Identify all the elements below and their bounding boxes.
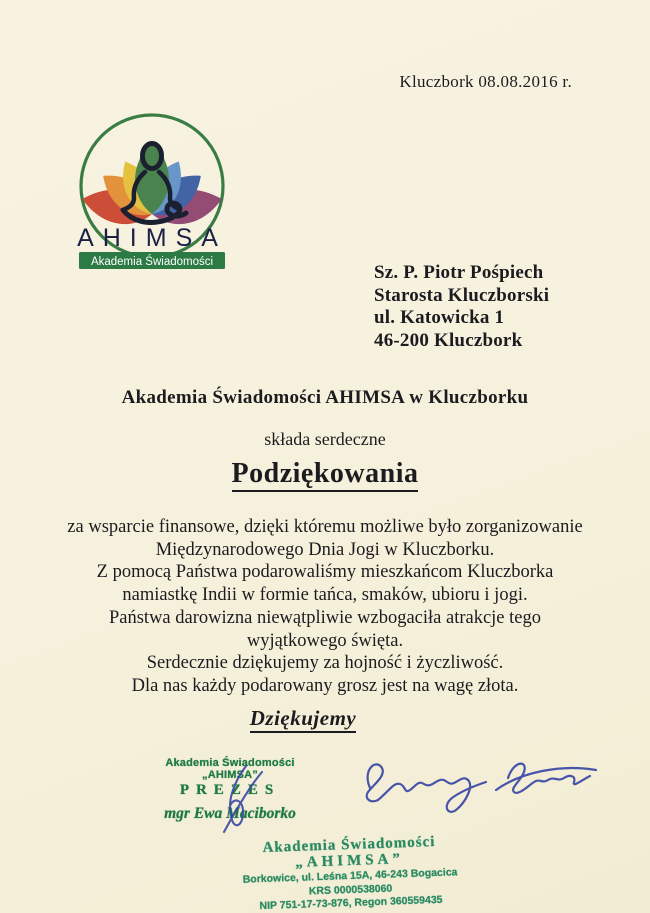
stamp-address-line: NIP 751-17-73-876, Regon 360559435 — [259, 893, 443, 913]
stamp-address-line: „AHIMSA” — [294, 851, 405, 871]
body-line: za wsparcie finansowe, dzięki któremu możliwe było zorganizowanie — [67, 517, 583, 537]
sender-organization: Akademia Świadomości AHIMSA w Kluczborku — [121, 387, 529, 408]
address-stamp — [224, 833, 476, 913]
recipient-line: ul. Katowicka 1 — [374, 307, 505, 328]
stamp-address-line: KRS 0000538060 — [308, 882, 393, 897]
logo-wordmark: AHIMSA — [77, 224, 227, 252]
body-line: Państwa darowizna niewątpliwie wzbogaciła atrakcje tego — [108, 607, 541, 628]
stamp-address-line: Borkowice, ul. Leśna 15A, 46-243 Bogacica — [242, 866, 458, 886]
body-line: Międzynarodowego Dnia Jogi w Kluczborku. — [155, 539, 495, 560]
recipient-line: 46-200 Kluczbork — [374, 329, 523, 351]
closing-word: Dziękujemy — [0, 706, 628, 731]
document-title: Podziękowania — [0, 458, 650, 490]
recipient-line: Sz. P. Piotr Pośpiech — [374, 262, 544, 283]
body-line: wyjątkowego święta. — [246, 630, 404, 651]
logo-banner-text: Akademia Świadomości — [90, 256, 214, 268]
letter-date: Kluczbork 08.08.2016 r. — [399, 72, 572, 91]
body-line: namiastkę Indii w formie tańca, smaków, ubioru i jogi. — [122, 585, 528, 606]
body-line: Serdecznie dziękujemy za hojność i życzliwość. — [146, 653, 504, 674]
intro-line: składa serdeczne — [264, 429, 386, 449]
stamp-name-line: mgr Ewa Maciborko — [164, 805, 296, 822]
recipient-line: Starosta Kluczborski — [374, 284, 550, 306]
stamp-title-line: PREZES — [179, 782, 281, 798]
body-line: Dla nas każdy podarowany grosz jest na wagę złota. — [131, 675, 519, 696]
lotus-logo-icon — [57, 110, 247, 270]
body-line: Z pomocą Państwa podarowaliśmy mieszkańcom Kluczborka — [96, 562, 554, 583]
handwritten-signature — [356, 750, 608, 838]
stamp-org-line: Akademia Świadomości „AHIMSA” — [165, 757, 295, 781]
lotus-petals-icon — [79, 141, 225, 230]
letter-body — [25, 516, 625, 698]
ahimsa-logo — [57, 110, 247, 270]
recipient-address — [374, 262, 549, 352]
stamp-address-line: Akademia Świadomości — [262, 834, 436, 857]
signature-flourish — [206, 760, 278, 838]
